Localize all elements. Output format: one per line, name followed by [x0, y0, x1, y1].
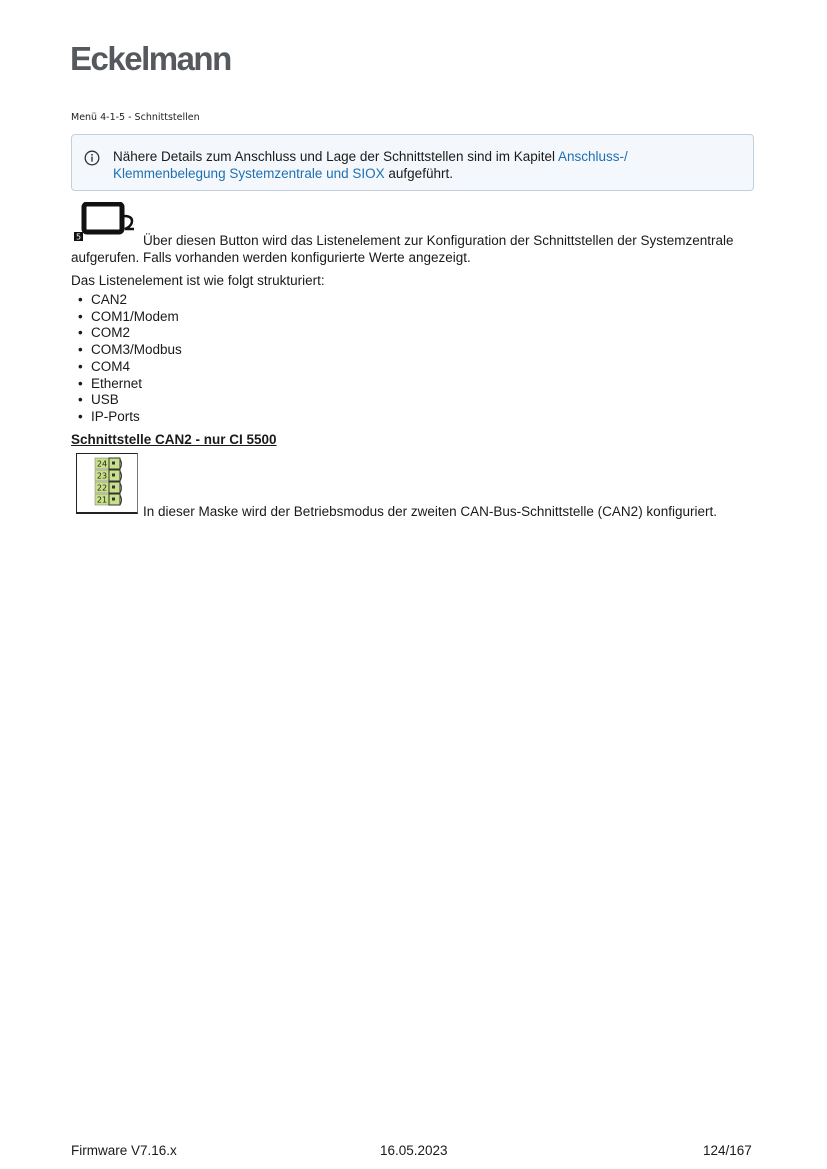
list-item: • USB [78, 392, 182, 409]
terminal-label: 23 [96, 471, 108, 481]
can2-paragraph: In dieser Maske wird der Betriebsmodus der zweiten CAN-Bus-Schnittstelle (CAN2) konfiguriert. [143, 504, 717, 519]
breadcrumb: Menü 4-1-5 - Schnittstellen [71, 112, 200, 123]
note-text-before: Nähere Details zum Anschluss und Lage der Schnittstellen sind im Kapitel [113, 149, 558, 164]
list-item: • COM4 [78, 359, 182, 376]
section-title: Schnittstelle CAN2 - nur CI 5500 [71, 432, 277, 447]
note-text-after: aufgeführt. [384, 166, 453, 181]
terminal-block-icon [76, 453, 138, 514]
terminal-label: 22 [96, 483, 108, 493]
list-item: • COM1/Modem [78, 309, 182, 326]
info-note-text [113, 148, 733, 182]
eckelmann-logo: Eckelmann [70, 40, 231, 77]
footer-page-number: 124/167 [703, 1143, 752, 1158]
list-item: • COM3/Modbus [78, 342, 182, 359]
info-note [71, 134, 754, 191]
footer-date: 16.05.2023 [380, 1143, 448, 1158]
structure-paragraph: Das Listenelement ist wie folgt strukturiert: [71, 273, 325, 288]
list-item: • COM2 [78, 325, 182, 342]
info-icon [84, 150, 100, 166]
footer-firmware: Firmware V7.16.x [71, 1143, 177, 1158]
terminal-label: 21 [96, 495, 108, 505]
button-number-label: 5 [75, 232, 82, 242]
terminal-label: 24 [96, 459, 108, 469]
terminal-connector-icon [77, 454, 137, 512]
intro-paragraph: Über diesen Button wird das Listenelement zur Konfiguration der Schnittstellen der Systemzentrale aufgerufen. Falls vorhanden werden konfigurierte Werte angezeigt. [71, 233, 734, 265]
interface-list [78, 292, 182, 426]
chapter-link[interactable]: Anschluss-/ Klemmenbelegung Systemzentrale und SIOX [113, 149, 628, 181]
list-item: • IP-Ports [78, 409, 182, 426]
list-item: • CAN2 [78, 292, 182, 309]
list-item: • Ethernet [78, 376, 182, 393]
